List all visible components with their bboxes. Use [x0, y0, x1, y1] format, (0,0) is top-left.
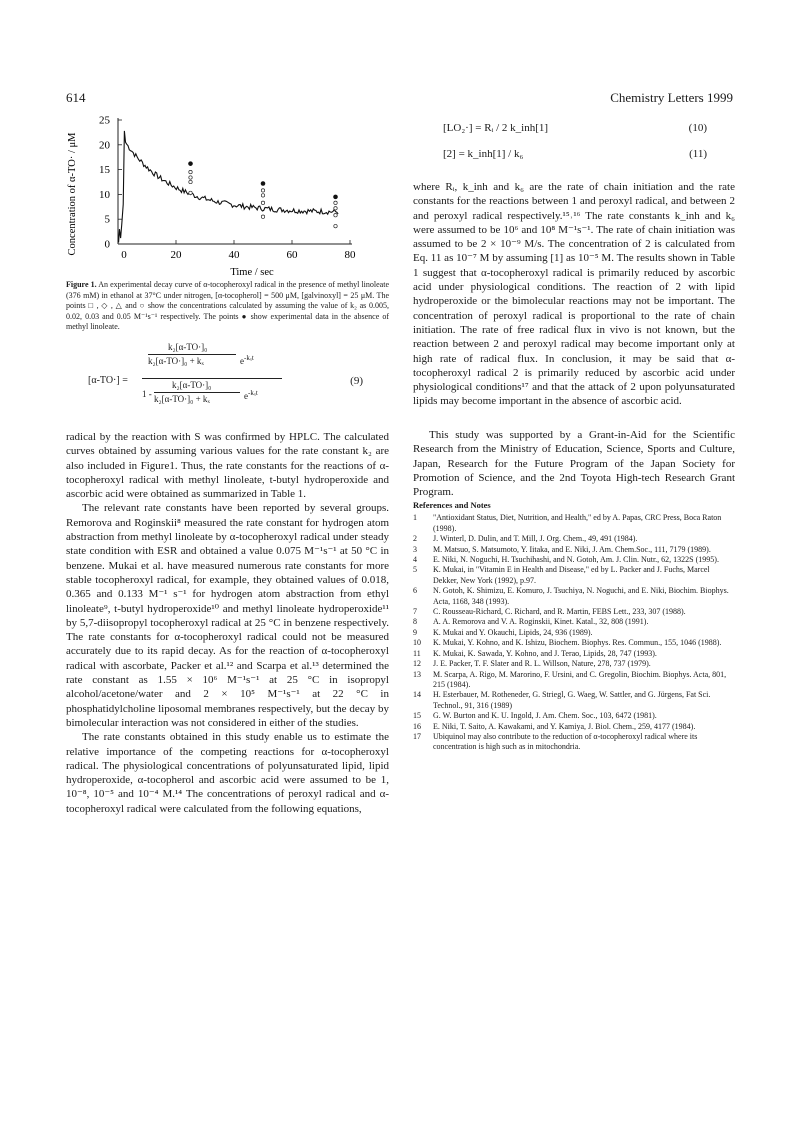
- eq9-num-den: k₂[α-TO·]₀ + kₓ: [148, 356, 204, 366]
- calculated-point: [261, 189, 264, 192]
- left-paragraph-2: The relevant rate constants have been reported by several groups. Remorova and Roginskii⁸ measured the rate constant for hydrogen atom abstraction from methyl linoleate by α-tocopheroxyl radical under steady state condition with ESR and obtained a value 0.075 M⁻¹s⁻¹ at 50 °C in benzene. Mukai et al. have measured numerous rate constants for more stable tocopheroxyl radical, for example, they obtained values of 0.018, 0.365 and 0.133 M⁻¹ s⁻¹ for hydrogen atom abstraction from ethyl linoleate⁹, t-butyl hydroperoxide¹⁰ and methyl linoleate hydroperoxide¹¹ by 5,7-diisopropyl tocopheroxyl radical at 25 °C in benzene respectively. The rate constants for α-tocopheroxyl radical could not be measured accurately due to its rapid decay. As for the reaction of α-tocopheroxyl radical with ascorbate, Packer et al.¹² and Scarpa et al.¹³ determined the rate constant as 1.55 × 10⁶ M⁻¹s⁻¹ at 25 °C in isopropyl alcohol/acetone/water and 2 × 10⁵ M⁻¹s⁻¹ at 22 °C in phosphatidylcholine liposomal membranes respectively, but the decay by bimolecular interaction was not considered in either of the studies.: [66, 502, 389, 729]
- calculated-point: [189, 170, 192, 173]
- reference-text: "Antioxidant Status, Diet, Nutrition, and Health," ed by A. Papas, CRC Press, Boca Raton (1998).: [433, 513, 722, 533]
- reference-number: 4: [413, 555, 417, 565]
- reference-text: E. Niki, N. Noguchi, H. Tsuchihashi, and N. Gotoh, Am. J. Clin. Nutr., 62, 1322S (1995).: [433, 555, 719, 565]
- calculated-point: [261, 215, 264, 218]
- reference-text: C. Rousseau-Richard, C. Richard, and R. Martin, FEBS Lett., 233, 307 (1988).: [433, 607, 686, 617]
- reference-number: 14: [413, 690, 421, 700]
- acknowledgment-text: This study was supported by a Grant-in-Aid for the Scientific Research from the Ministry of Education, Science, Sports and Culture, Japan, Research for the Future Program of the Japan Society for Promotion of Science, and the 2nd Toyota High-tech Research Grant Program.: [413, 429, 735, 499]
- reference-item: [413, 659, 735, 669]
- calculated-point: [334, 201, 337, 204]
- eq9-den-top: k₂[α-TO·]₀: [172, 380, 212, 390]
- eq9-den-one: 1 -: [142, 389, 152, 399]
- references: [413, 500, 735, 753]
- x-axis-ticks: [118, 240, 356, 261]
- x-tick-label: 20: [170, 249, 182, 261]
- reference-text: G. W. Burton and K. U. Ingold, J. Am. Chem. Soc., 103, 6472 (1981).: [433, 711, 657, 721]
- calculated-point: [334, 214, 337, 217]
- reference-item: [413, 545, 735, 555]
- calculated-point: [189, 180, 192, 183]
- eq9-exp-sup: -kₓt: [244, 354, 254, 362]
- calculated-point: [334, 224, 337, 227]
- reference-text: E. Niki, T. Saito, A. Kawakami, and Y. Kamiya, J. Biol. Chem., 259, 4177 (1984).: [433, 721, 696, 731]
- experimental-point: [333, 195, 338, 200]
- eq9-lhs: [α-TO·] =: [88, 375, 128, 386]
- reference-text: N. Gotoh, K. Shimizu, E. Komuro, J. Tsuchiya, N. Noguchi, and E. Niki, Biochim. Biophys. Acta, 1168, 348 (1993).: [433, 586, 729, 606]
- reference-number: 10: [413, 638, 421, 648]
- equation-9: [66, 342, 389, 420]
- reference-text: A. A. Remorova and V. A. Roginskii, Kinet. Katal., 32, 808 (1991).: [433, 617, 649, 627]
- calculated-point: [189, 176, 192, 179]
- x-tick-label: 40: [228, 249, 240, 261]
- eq9-den-exp-sup: -kₓt: [248, 389, 258, 397]
- reference-number: 15: [413, 711, 421, 721]
- reference-item: [413, 649, 735, 659]
- reference-number: 17: [413, 731, 421, 741]
- reference-text: K. Mukai, K. Sawada, Y. Kohno, and J. Terao, Lipids, 28, 747 (1993).: [433, 648, 657, 658]
- calculated-point: [261, 194, 264, 197]
- y-axis-ticks: [99, 115, 122, 251]
- reference-item: [413, 722, 735, 732]
- reference-item: [413, 732, 735, 753]
- eq9-number: (9): [350, 375, 363, 387]
- reference-number: 11: [413, 648, 421, 658]
- calculated-point: [261, 201, 264, 204]
- reference-number: 7: [413, 607, 417, 617]
- eq10-text: [LO₂·] = Rᵢ / 2 k_inh[1]: [443, 122, 549, 134]
- page-number: 614: [66, 90, 86, 105]
- reference-number: 6: [413, 586, 417, 596]
- x-tick-label: 0: [121, 249, 127, 261]
- reference-text: M. Scarpa, A. Rigo, M. Marorino, F. Ursini, and C. Gregolin, Biochim. Biophys. Acta, 801, 215 (1984).: [433, 669, 727, 689]
- reference-item: [413, 617, 735, 627]
- right-paragraph-1: where Rᵢ, k_inh and k₆ are the rate of chain initiation and the rate constants for the reactions between 1 and peroxyl radical, and between 2 and peroxyl radical respectively.¹⁵˒¹⁶ The rate constants k_inh and k₆ were assumed to be 10⁶ and 10⁸ M⁻¹s⁻¹. The rate of chain initiation was assumed to be 2 × 10⁻⁹ M/s. The concentration of 2 is calculated from Eq. 11 as 10⁻⁷ M by assuming [1] as 10⁻⁵ M. The results shown in Table 1 suggest that α-tocopheroxyl radical is primarily reduced by ascorbic acid under physiological conditions. The reaction of 2 with lipid hydroperoxide or the bimolecular reactions may not be important. The concentration of peroxyl radical is proportional to the rate of chain initiation. The rate of free radical flux in vivo is not known, but the reaction between 2 and peroxyl radical may become important only at high rate of radical flux. In conclusion, it may be said that α-tocopheroxyl radical 2 is primarily reduced by ascorbic acid under physiological conditions¹⁷ and that the attack of 2 upon polyunsaturated lipids may become important in the absence of ascorbic acid.: [413, 181, 735, 408]
- reference-number: 9: [413, 627, 417, 637]
- reference-text: M. Matsuo, S. Matsumoto, Y. Iitaka, and E. Niki, J. Am. Chem.Soc., 111, 7179 (1989).: [433, 544, 711, 554]
- y-tick-label: 25: [99, 114, 110, 127]
- decay-curve: [119, 131, 339, 243]
- eq11-text: [2] = k_inh[1] / k₆: [443, 148, 524, 160]
- y-axis-label: Concentration of α-TO· / μM: [67, 132, 78, 256]
- y-tick-label: 20: [99, 139, 110, 152]
- data-points: [188, 161, 338, 227]
- journal-title: Chemistry Letters 1999: [610, 90, 733, 105]
- reference-text: K. Mukai, Y. Kohno, and K. Ishizu, Biochem. Biophys. Res. Commun., 155, 1046 (1988).: [433, 638, 722, 648]
- reference-number: 13: [413, 669, 421, 679]
- reference-number: 8: [413, 617, 417, 627]
- reference-item: [413, 690, 735, 711]
- references-title: References and Notes: [413, 500, 491, 510]
- reference-number: 16: [413, 721, 421, 731]
- reference-item: [413, 513, 735, 534]
- calculated-point: [334, 207, 337, 210]
- reference-item: [413, 586, 735, 607]
- reference-item: [413, 628, 735, 638]
- reference-number: 2: [413, 534, 417, 544]
- left-paragraph-1: radical by the reaction with S was confirmed by HPLC. The calculated curves obtained by assuming various values for the rate constant k₂ are also included in Figure1. Thus, the rate constants for the reactions of α-tocopheroxyl radical with methyl linoleate, t-butyl hydroperoxide and ascorbic acid were obtained as summarized in Table 1.: [66, 431, 389, 501]
- references-list: [413, 513, 735, 752]
- figure-caption-text: An experimental decay curve of α-tocopheroxyl radical in the presence of methyl linoleate (376 mM) in ethanol at 37°C under nitrogen, [α-tocopherol] = 500 μM, [galvinoxyl] = 25 μM. The points □ , ◇ , △ and ○ show the concentrations calculated by assuming the value of k₂ as 0.005, 0.02, 0.03 and 0.05 M⁻¹s⁻¹ respectively. The points ● show experimental data in the absence of methyl linoleate.: [66, 280, 389, 332]
- reference-number: 5: [413, 565, 417, 575]
- reference-text: H. Esterbauer, M. Rotheneder, G. Striegl, G. Waeg, W. Sattler, and G. Jürgens, Fat Sci. Technol., 91, 316 (1989): [433, 690, 711, 710]
- right-column-body: [413, 180, 735, 409]
- left-paragraph-3: The rate constants obtained in this study enable us to estimate the relative importance of the competing reactions for α-tocopheroxyl radical. The physiological concentrations of polyunsaturated lipid, lipid hydroperoxide, α-tocopherol and ascorbic acid were assumed to be 1, 10⁻⁸, 10⁻⁵ and 10⁻⁴ M.¹⁴ The concentrations of peroxyl radical and α-tocopheroxyl radical were calculated from the following equations,: [66, 731, 389, 815]
- experimental-decay-line: [119, 131, 339, 243]
- x-tick-label: 80: [344, 249, 356, 261]
- x-axis-label: Time / sec: [230, 267, 274, 278]
- experimental-point: [188, 161, 193, 166]
- experimental-point: [261, 181, 266, 186]
- reference-text: K. Mukai and Y. Okauchi, Lipids, 24, 936 (1989).: [433, 627, 593, 637]
- eq10-number: (10): [688, 122, 707, 134]
- reference-item: [413, 555, 735, 565]
- reference-text: K. Mukai, in "Vitamin E in Health and Disease," ed by L. Packer and J. Fuchs, Marcel Dekker, New York (1992), p.97.: [433, 565, 710, 585]
- eq9-num-top: k₂[α-TO·]₀: [168, 342, 208, 352]
- x-tick-label: 60: [286, 249, 298, 261]
- acknowledgment: [413, 428, 735, 499]
- eq9-den-exp: e: [244, 391, 248, 401]
- eq9-exp: e: [240, 356, 244, 366]
- y-tick-label: 0: [104, 238, 110, 251]
- eq9-den-den: k₂[α-TO·]₀ + kₓ: [154, 394, 210, 404]
- reference-number: 12: [413, 659, 421, 669]
- figure-caption: [66, 280, 389, 333]
- y-tick-label: 15: [99, 164, 110, 177]
- y-tick-label: 5: [104, 213, 110, 226]
- reference-number: 1: [413, 513, 417, 523]
- calculated-point: [189, 191, 192, 194]
- chart-axes: [118, 118, 352, 244]
- reference-item: [413, 607, 735, 617]
- reference-text: J. E. Packer, T. F. Slater and R. L. Willson, Nature, 278, 737 (1979).: [433, 659, 651, 669]
- reference-item: [413, 534, 735, 544]
- reference-text: Ubiquinol may also contribute to the reduction of α-tocopheroxyl radical where its concentration is high such as in mitochondria.: [433, 731, 698, 752]
- equation-11: [413, 148, 735, 164]
- reference-number: 3: [413, 544, 417, 554]
- reference-item: [413, 711, 735, 721]
- decay-chart: [66, 108, 389, 278]
- equation-10: [413, 122, 735, 138]
- reference-item: [413, 670, 735, 691]
- y-tick-label: 10: [99, 188, 110, 201]
- reference-text: J. Winterl, D. Dulin, and T. Mill, J. Org. Chem., 49, 491 (1984).: [433, 534, 638, 544]
- reference-item: [413, 638, 735, 648]
- figure-label: Figure 1.: [66, 280, 97, 289]
- eq11-number: (11): [689, 148, 707, 160]
- reference-item: [413, 565, 735, 586]
- left-column-body: [66, 430, 389, 816]
